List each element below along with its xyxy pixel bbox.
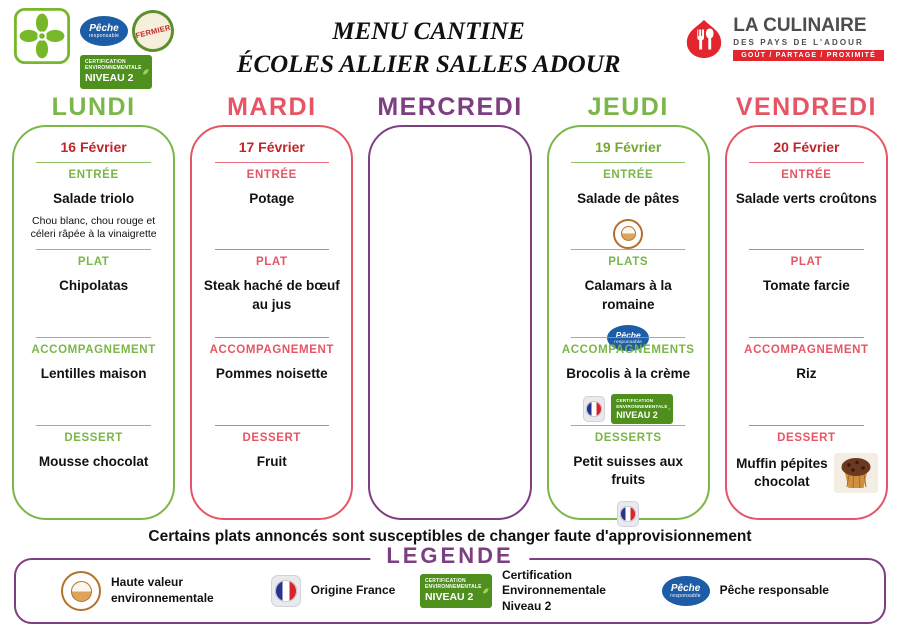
badge-text: CERTIFICATION <box>424 578 466 585</box>
section-label: DESSERTS <box>594 432 662 445</box>
day-column-lundi <box>12 94 175 520</box>
france-flag <box>586 401 602 417</box>
menu-item-text: Potage <box>249 190 295 206</box>
badge-text: ENVIRONNEMENTALE <box>616 403 668 409</box>
section-label: ACCOMPAGNEMENT <box>744 344 869 357</box>
menu-item <box>257 453 287 471</box>
legend-item-label: Origine France <box>310 583 396 598</box>
muffin-photo <box>834 453 878 493</box>
badge-text: Pêche <box>89 22 119 34</box>
menu-item-text: Fruit <box>256 454 287 470</box>
certification-niveau2-icon <box>80 55 152 89</box>
leaf-icon <box>142 65 149 79</box>
menu-section <box>22 330 165 418</box>
certification-niveau2-icon <box>420 574 492 608</box>
day-date: 17 Février <box>238 138 305 155</box>
section-separator <box>215 249 330 250</box>
section-label: ENTRÉE <box>246 168 297 181</box>
menu-item <box>566 365 690 424</box>
menu-item-text: Salade triolo <box>53 190 135 206</box>
badge-text <box>85 59 142 85</box>
menu-item-text: Salade de pâtes <box>577 190 680 206</box>
badge-text: CERTIFICATION <box>85 59 126 66</box>
menu-item <box>41 365 147 383</box>
legend-item <box>61 571 246 611</box>
badge-text: NIVEAU 2 <box>616 409 658 420</box>
menu-item <box>557 453 700 526</box>
menu-item-text: Riz <box>796 366 817 382</box>
header-badge-row <box>80 10 174 52</box>
menu-section <box>22 242 165 330</box>
menu-item-text: Pommes noisette <box>215 366 328 382</box>
brand-name: LA CULINAIRE <box>733 15 867 36</box>
menu-section <box>200 155 343 243</box>
badge-text: responsable <box>88 32 120 39</box>
menu-section <box>200 330 343 418</box>
section-label: ACCOMPAGNEMENT <box>209 344 335 357</box>
day-date: 16 Février <box>60 138 127 155</box>
menu-item <box>249 190 294 208</box>
section-label: PLAT <box>790 256 823 269</box>
section-separator <box>36 249 151 250</box>
legend-item <box>662 576 829 606</box>
legend-title: LEGENDE <box>370 545 529 567</box>
day-column-jeudi <box>547 94 710 520</box>
menu-item-text: Brocolis à la crème <box>566 366 691 382</box>
menu-item-text: Tomate farcie <box>763 278 850 294</box>
menu-item-text: Calamars à la romaine <box>584 278 672 312</box>
menu-section <box>200 418 343 506</box>
menu-item-text: Salade verts croûtons <box>735 190 877 206</box>
badge-text: Pêche <box>670 582 701 594</box>
badge-text: ENVIRONNEMENTALE <box>85 65 142 72</box>
day-box <box>725 125 888 521</box>
brand-tagline: GOÛT / PARTAGE / PROXIMITÉ <box>733 50 884 61</box>
section-separator <box>749 425 864 426</box>
brand-logo <box>683 8 884 61</box>
badge-text: responsable <box>614 338 643 344</box>
menu-item-text: Mousse chocolat <box>38 454 149 470</box>
section-separator <box>36 162 151 163</box>
day-box <box>547 125 710 521</box>
day-column-vendredi <box>725 94 888 520</box>
legend-item-label: Pêche responsable <box>719 583 829 598</box>
section-separator <box>36 337 151 338</box>
section-label: DESSERT <box>242 432 302 445</box>
legend-item-label: Certification Environnementale Niveau 2 <box>501 567 606 613</box>
menu-item-text: Chipolatas <box>59 278 129 294</box>
menu-section <box>22 418 165 506</box>
legend-item <box>271 575 396 607</box>
day-box <box>190 125 353 521</box>
menu-item <box>577 190 679 249</box>
section-separator <box>36 425 151 426</box>
title-line-2: ÉCOLES ALLIER SALLES ADOUR <box>236 50 621 78</box>
day-name: MARDI <box>227 93 317 121</box>
brand-subtitle: DES PAYS DE L'ADOUR <box>733 38 864 47</box>
section-separator <box>215 162 330 163</box>
badge-text: ENVIRONNEMENTALE <box>424 584 482 591</box>
menu-item <box>736 190 877 208</box>
section-label: DESSERT <box>64 432 123 445</box>
section-separator <box>215 425 330 426</box>
menu-item <box>59 277 128 295</box>
day-name: VENDREDI <box>735 93 877 121</box>
badge-text: Pêche <box>615 330 641 341</box>
muffin-image <box>834 453 878 493</box>
legend-item <box>420 568 637 615</box>
badge-text: NIVEAU 2 <box>424 591 474 604</box>
menu-section <box>557 330 700 418</box>
section-separator <box>749 162 864 163</box>
culinaire-hand-icon <box>683 18 725 60</box>
disclaimer: Certains plats annoncés sont susceptibles de changer faute d'approvisionnement <box>148 528 752 545</box>
menu-section <box>735 330 878 418</box>
section-label: ENTRÉE <box>781 168 832 181</box>
legend-items <box>16 568 884 615</box>
menu-item <box>216 365 328 383</box>
badge-text: NIVEAU 2 <box>85 72 134 85</box>
menu-item-text: Petit suisses aux fruits <box>573 454 683 488</box>
peche-responsable-icon <box>662 576 710 606</box>
leaf-icon <box>482 584 489 598</box>
section-separator <box>571 337 686 338</box>
menu-section <box>735 242 878 330</box>
label-fermier-icon <box>128 6 179 57</box>
brand-text <box>733 16 884 61</box>
menu-section <box>557 418 700 506</box>
badge-text: responsable <box>670 592 701 599</box>
menu-item <box>39 453 149 471</box>
badge-text <box>425 578 482 604</box>
menu-item-note: Chou blanc, chou rouge et céleri râpée à la vinaigrette <box>30 214 157 241</box>
section-separator <box>749 249 864 250</box>
section-label: PLAT <box>77 256 110 269</box>
legend <box>14 543 886 624</box>
day-box <box>12 125 175 521</box>
leaf-icon <box>668 402 671 416</box>
menu-days <box>0 94 900 520</box>
school-logo <box>14 8 70 69</box>
day-column-mercredi <box>368 94 531 520</box>
menu-item-text: Muffin pépites chocolat <box>736 455 828 490</box>
title-line-1: MENU CANTINE <box>332 18 525 45</box>
menu-item <box>763 277 850 295</box>
menu-section <box>200 242 343 330</box>
section-separator <box>215 337 330 338</box>
badge-text: FERMIER <box>134 22 172 40</box>
section-label: ACCOMPAGNEMENTS <box>561 344 695 357</box>
menu-section <box>557 242 700 344</box>
section-separator <box>571 249 686 250</box>
page-title <box>174 8 683 81</box>
menu-item <box>200 277 343 313</box>
day-name: MERCREDI <box>377 93 523 121</box>
clover-logo-icon <box>14 8 70 64</box>
header-badges <box>80 8 174 89</box>
haute-valeur-environnementale-icon <box>61 571 101 611</box>
menu-section <box>22 155 165 243</box>
badge-text: CERTIFICATION <box>616 398 654 404</box>
day-name: JEUDI <box>587 93 669 121</box>
menu-section <box>557 155 700 243</box>
menu-item <box>796 365 816 383</box>
day-date: 20 Février <box>773 138 840 155</box>
menu-item-text: Lentilles maison <box>40 366 147 382</box>
day-name: LUNDI <box>51 93 136 121</box>
section-label: ENTRÉE <box>68 168 119 181</box>
menu-item <box>735 453 878 493</box>
section-label: PLAT <box>256 256 288 269</box>
menu-item <box>22 190 165 243</box>
section-separator <box>571 425 686 426</box>
header <box>0 0 900 94</box>
day-date: 19 Février <box>595 138 662 155</box>
origine-france-icon <box>271 575 301 607</box>
day-box <box>368 125 531 521</box>
peche-responsable-icon <box>80 16 128 46</box>
legend-item-label: Haute valeur environnementale <box>111 575 214 605</box>
menu-item-text: Steak haché de bœuf au jus <box>203 278 340 312</box>
hve-inner-ring <box>71 581 92 602</box>
menu-section <box>735 155 878 243</box>
section-label: ACCOMPAGNEMENT <box>31 344 156 357</box>
section-label: PLATS <box>608 256 649 269</box>
day-column-mardi <box>190 94 353 520</box>
france-flag <box>275 580 297 602</box>
section-separator <box>749 337 864 338</box>
menu-section <box>735 418 878 506</box>
section-label: DESSERT <box>777 432 836 445</box>
section-label: ENTRÉE <box>603 168 654 181</box>
hve-inner-ring <box>621 226 636 241</box>
section-separator <box>571 162 686 163</box>
